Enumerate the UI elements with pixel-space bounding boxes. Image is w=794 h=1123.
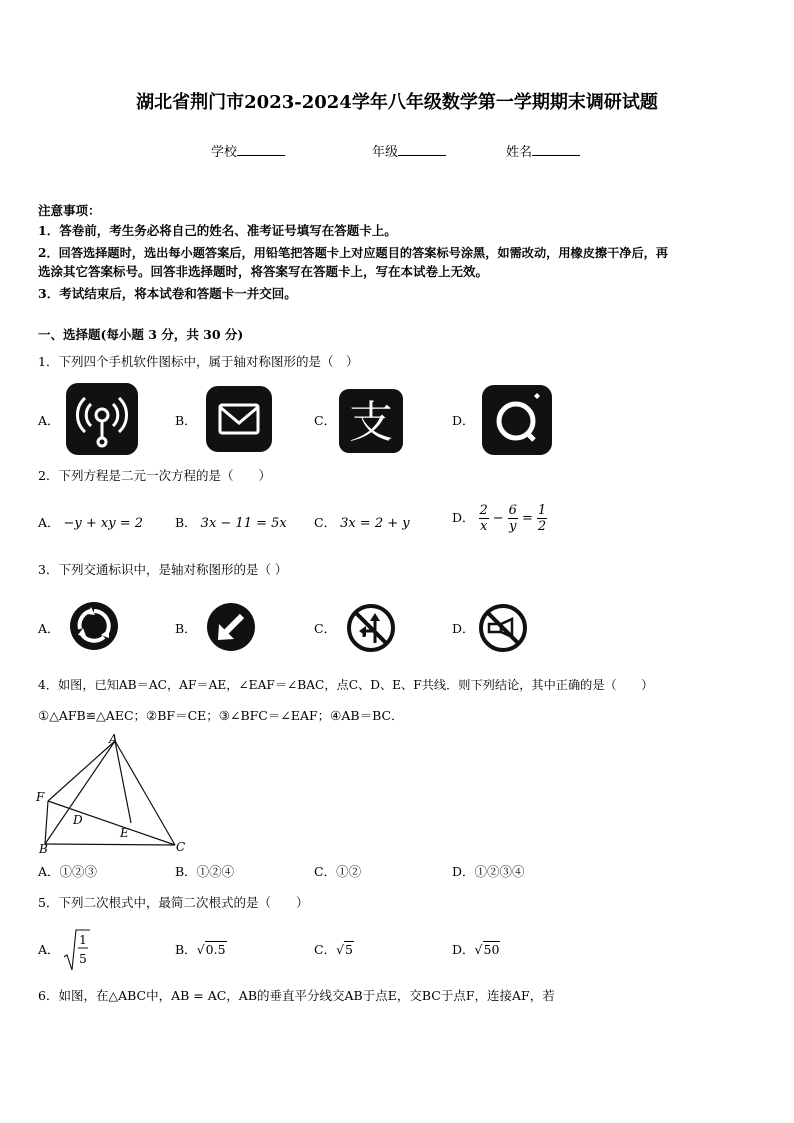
q3-stem: 3．下列交通标识中，是轴对称图形的是（ ） bbox=[38, 562, 288, 577]
q2-option-a-label: A． bbox=[38, 515, 60, 530]
grade-label: 年级 bbox=[372, 145, 399, 160]
equals: = bbox=[521, 511, 533, 526]
q4-option-a: A．①②③ bbox=[38, 864, 98, 879]
q2-option-d bbox=[452, 503, 547, 534]
note-1: 1．答卷前，考生务必将自己的姓名、准考证号填写在答题卡上。 bbox=[38, 223, 397, 238]
school-label: 学校 bbox=[211, 145, 238, 160]
q3-option-b-label: B． bbox=[175, 621, 197, 636]
section-heading: 一、选择题(每小题 3 分，共 30 分) bbox=[38, 327, 244, 342]
radicand: 0.5 bbox=[205, 942, 226, 957]
page-title: 湖北省荆门市2023-2024学年八年级数学第一学期期末调研试题 bbox=[136, 92, 658, 113]
arrow-down-left-sign-icon bbox=[206, 602, 256, 656]
q2-option-b-expr: 3x − 11 = 5x bbox=[200, 516, 287, 531]
mail-icon bbox=[205, 385, 273, 457]
q2-option-c-expr: 3x = 2 + y bbox=[340, 516, 410, 531]
alipay-icon bbox=[338, 388, 404, 458]
denominator: 5 bbox=[79, 952, 87, 966]
q3-option-a-label: A． bbox=[38, 621, 60, 636]
q1-option-a-label: A． bbox=[38, 413, 60, 428]
numerator: 1 bbox=[79, 933, 87, 947]
q4-conclusions: ①△AFB≌△AEC；②BF＝CE；③∠BFC＝∠EAF；④AB＝BC． bbox=[38, 708, 404, 723]
school-field bbox=[211, 141, 285, 160]
q3-option-d-label: D． bbox=[452, 621, 475, 636]
q2-option-c bbox=[314, 513, 410, 531]
q4-stem: 4．如图，已知AB＝AC，AF＝AE，∠EAF＝∠BAC，点C、D、E、F共线．则下列结论，其中正确的是（ ） bbox=[38, 678, 654, 692]
q2-option-c-label: C． bbox=[314, 515, 337, 530]
q-search-icon bbox=[481, 384, 553, 460]
sqrt: √50 bbox=[474, 942, 500, 957]
radicand: 50 bbox=[483, 942, 500, 957]
wifi-key-icon bbox=[65, 382, 139, 460]
q3-option-c-label: C． bbox=[314, 621, 337, 636]
note-2-cont: 选涂其它答案标号。回答非选择题时，将答案写在答题卡上，写在本试卷上无效。 bbox=[38, 264, 489, 279]
denominator: 2 bbox=[537, 519, 547, 534]
point-d-label: D bbox=[73, 813, 83, 827]
q5-option-a-label: A． bbox=[38, 942, 60, 957]
note-3: 3．考试结束后，将本试卷和答题卡一并交回。 bbox=[38, 286, 297, 301]
q5-option-a-expr bbox=[62, 927, 92, 977]
roundabout-sign-icon bbox=[69, 601, 119, 655]
q1-option-d-label: D． bbox=[452, 413, 475, 428]
sqrt: √5 bbox=[336, 942, 353, 957]
q4-option-c: C．①② bbox=[314, 864, 362, 879]
fraction bbox=[479, 503, 489, 534]
q5-option-b-label: B． bbox=[175, 942, 197, 957]
point-b-label: B bbox=[39, 842, 48, 856]
name-label: 姓名 bbox=[506, 145, 533, 160]
q1-option-c-label: C． bbox=[314, 413, 337, 428]
numerator: 1 bbox=[537, 503, 547, 518]
denominator: x bbox=[479, 519, 488, 534]
q5-option-b bbox=[175, 940, 227, 958]
q6-stem: 6．如图，在△ABC中，AB = AC，AB的垂直平分线交AB于点E，交BC于点F，连接AF，若 bbox=[38, 988, 555, 1003]
no-left-turn-sign-icon bbox=[346, 603, 396, 657]
numerator: 2 bbox=[479, 503, 488, 518]
fraction bbox=[537, 503, 547, 534]
point-a-label: A bbox=[109, 732, 118, 746]
q4-geometry-figure bbox=[33, 729, 193, 861]
q2-option-b bbox=[175, 513, 287, 531]
q2-option-b-label: B． bbox=[175, 515, 197, 530]
fraction bbox=[508, 503, 518, 534]
point-c-label: C bbox=[176, 840, 186, 854]
q5-stem: 5．下列二次根式中，最简二次根式的是（ ） bbox=[38, 895, 309, 910]
q2-option-d-label: D． bbox=[452, 510, 475, 525]
q5-option-d bbox=[452, 940, 500, 958]
name-blank bbox=[532, 143, 580, 156]
q5-option-c bbox=[314, 940, 354, 958]
name-field bbox=[506, 141, 580, 160]
sqrt: √0.5 bbox=[196, 942, 226, 957]
q4-option-d: D．①②③④ bbox=[452, 864, 525, 879]
note-2: 2．回答选择题时，选出每小题答案后，用铅笔把答题卡上对应题目的答案标号涂黑，如需改动，用橡皮擦干净后，再 bbox=[38, 246, 669, 260]
point-f-label: F bbox=[36, 790, 45, 804]
notes-heading: 注意事项： bbox=[38, 203, 101, 218]
q5-option-c-label: C． bbox=[314, 942, 337, 957]
q2-stem: 2．下列方程是二元一次方程的是（ ） bbox=[38, 468, 271, 483]
no-honking-sign-icon bbox=[478, 603, 528, 657]
q5-option-d-label: D． bbox=[452, 942, 475, 957]
numerator: 6 bbox=[508, 503, 517, 518]
operator: − bbox=[492, 511, 504, 526]
q2-option-a-expr: −y + xy = 2 bbox=[63, 516, 144, 531]
q1-option-b-label: B． bbox=[175, 413, 197, 428]
grade-blank bbox=[398, 143, 446, 156]
denominator: y bbox=[509, 519, 517, 534]
svg-text:支: 支 bbox=[349, 397, 393, 448]
radicand: 5 bbox=[345, 942, 353, 957]
grade-field bbox=[372, 141, 446, 160]
q1-stem: 1．下列四个手机软件图标中，属于轴对称图形的是（ ） bbox=[38, 354, 359, 369]
q2-option-a bbox=[38, 513, 143, 531]
q4-option-b: B．①②④ bbox=[175, 864, 235, 879]
point-e-label: E bbox=[120, 826, 129, 840]
school-blank bbox=[237, 143, 285, 156]
